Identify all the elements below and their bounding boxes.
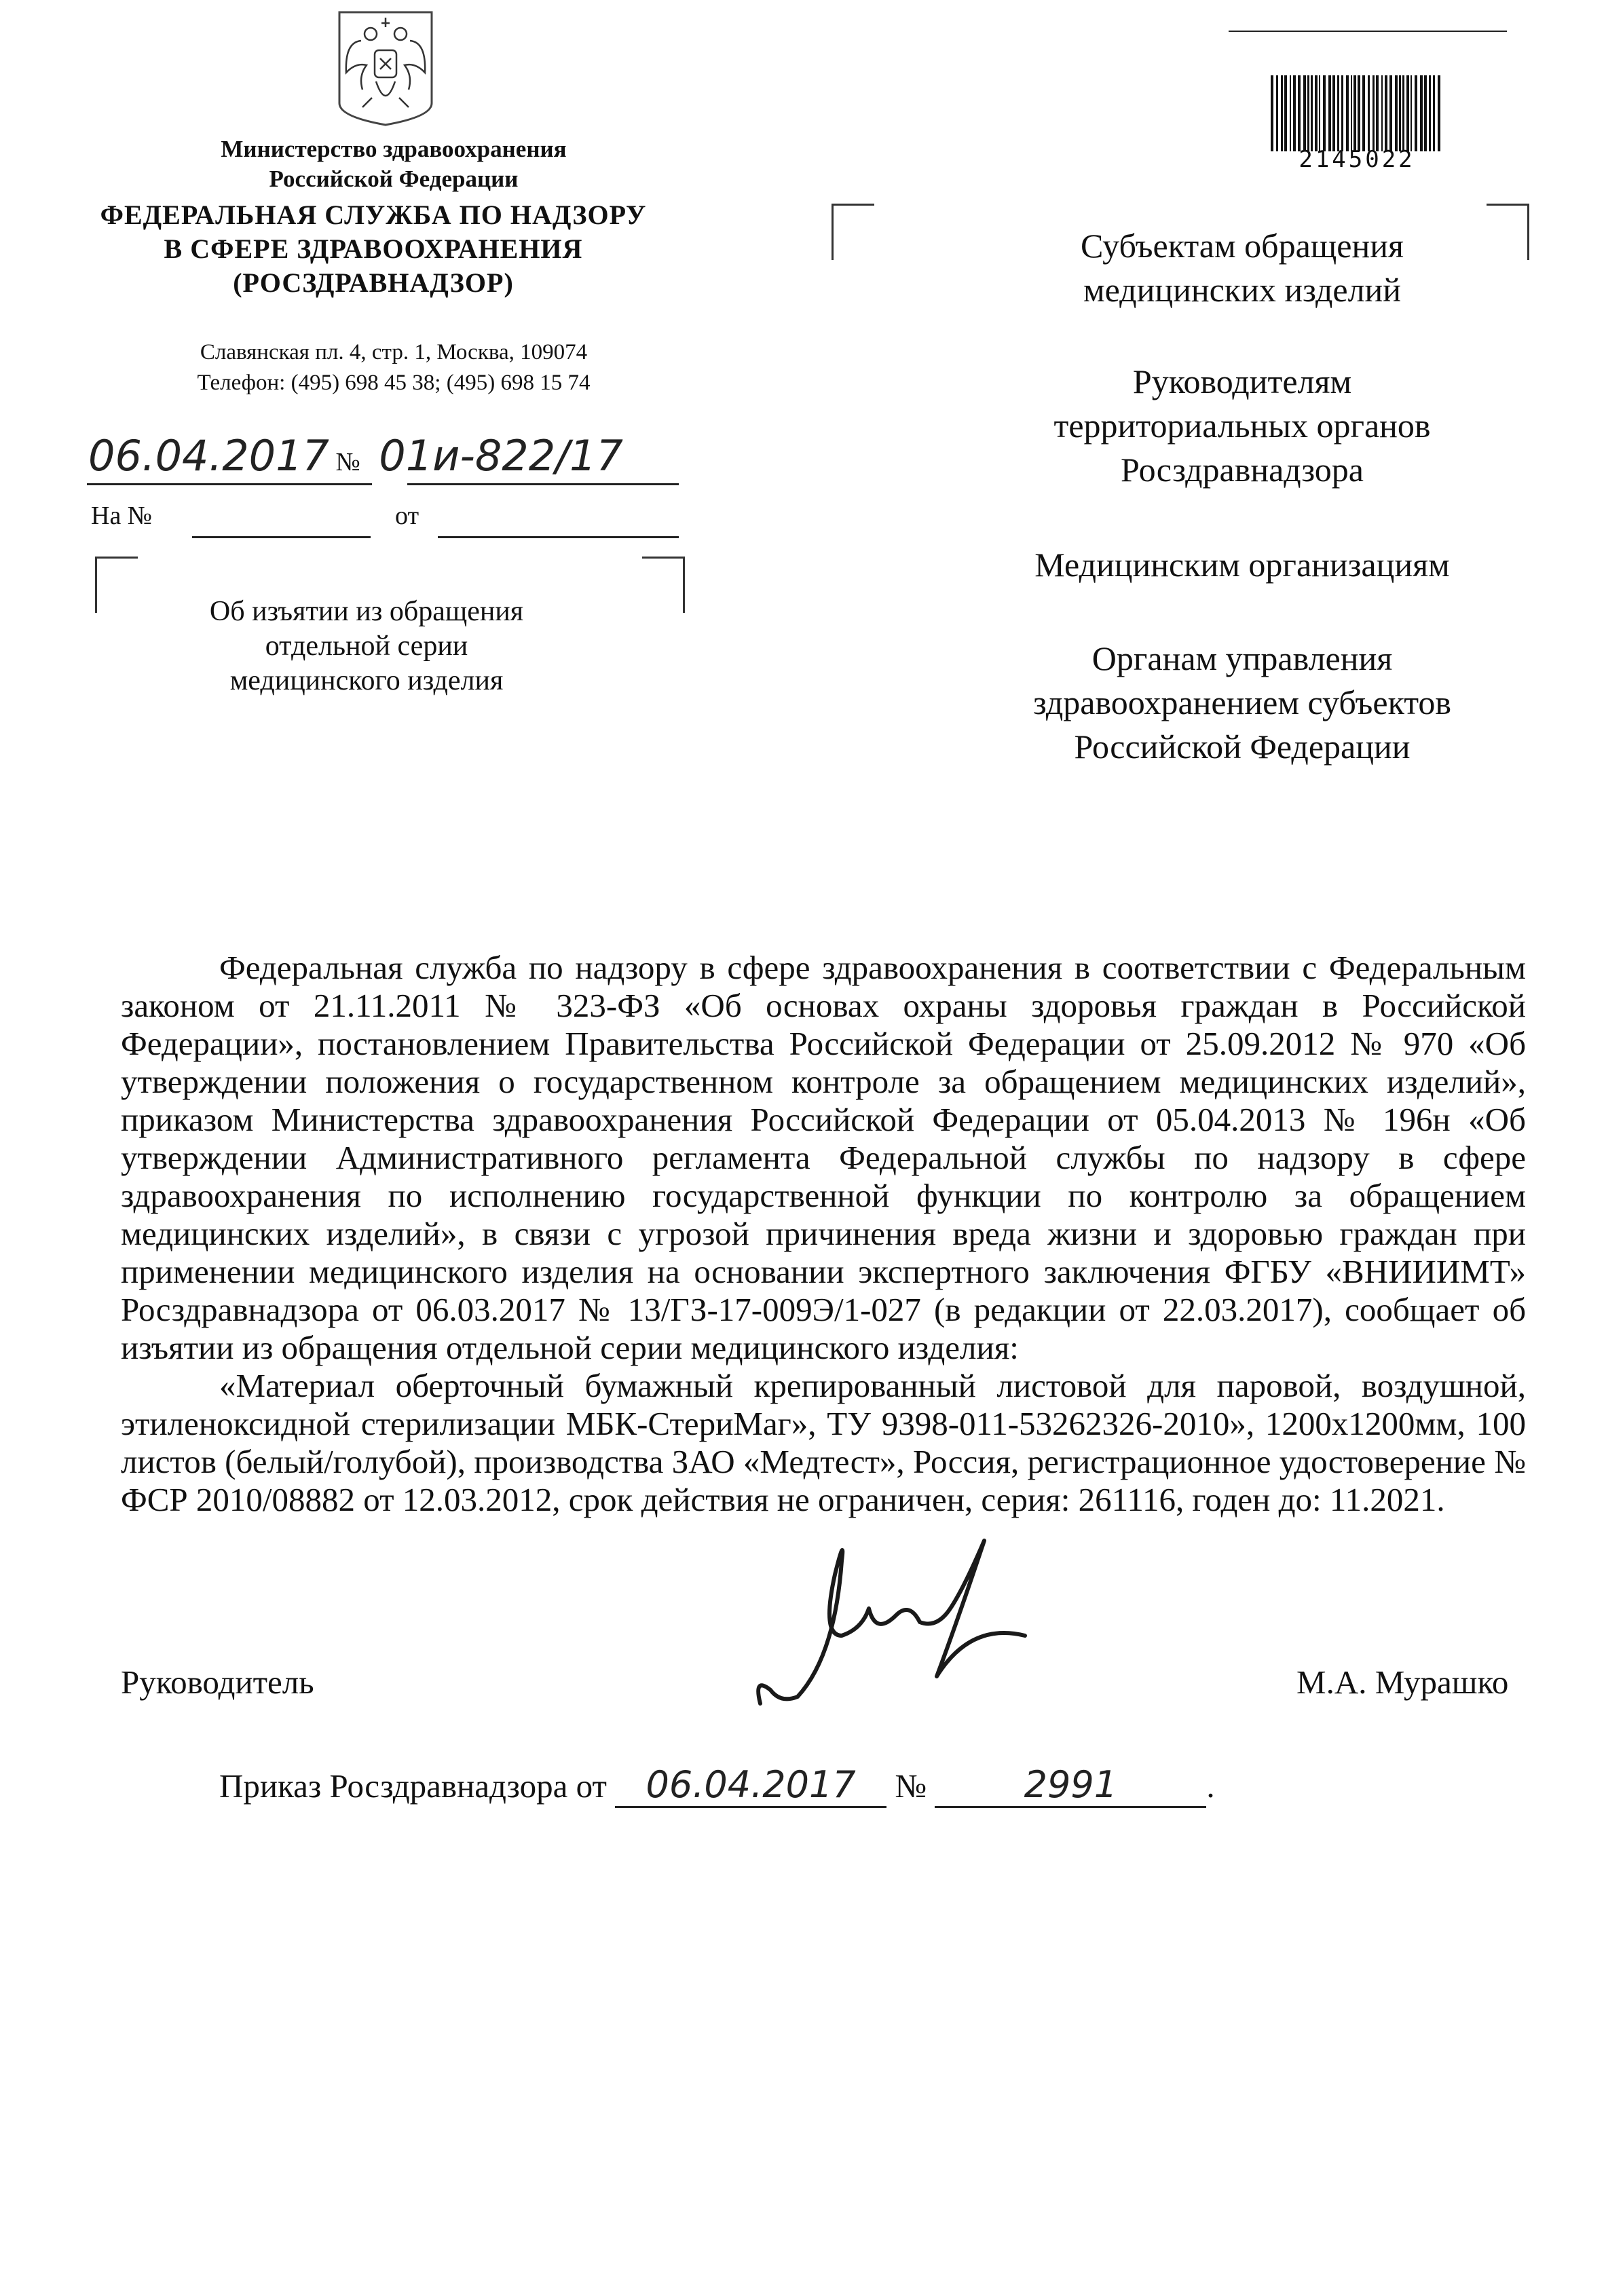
registration-number: 01и-822/17 (379, 431, 623, 481)
subject: Об изъятии из обращения отдельной серии медицинского изделия (209, 596, 524, 696)
reply-reference: На № (91, 502, 153, 530)
addressee-1: Субъектам обращения медицинских изделий (1081, 227, 1404, 309)
addressee-4: Органам управления здравоохранением субъектов Российской Федерации (1032, 639, 1452, 766)
barcode-bar (1381, 75, 1383, 151)
barcode-bar (1307, 75, 1309, 151)
ministry-name: Министерство здравоохранения Российской Федерации (221, 136, 567, 192)
registration-date: 06.04.2017 (88, 431, 329, 481)
barcode-bar (1298, 75, 1301, 151)
barcode-bar (1353, 75, 1356, 151)
barcode-bar (1290, 75, 1291, 151)
barcode-bar (1319, 75, 1320, 151)
addressee-bracket-left (832, 204, 874, 260)
number-sign: № (335, 448, 360, 476)
letter-body (121, 949, 1526, 1519)
top-rule (1229, 31, 1507, 32)
reply-number-line (192, 536, 371, 538)
barcode-bar (1293, 75, 1296, 151)
barcode-bar (1271, 75, 1273, 151)
order-number-sign: № (895, 1767, 927, 1805)
barcode-bar (1411, 75, 1412, 151)
barcode-bar (1385, 75, 1387, 151)
registration-date-underline (87, 483, 372, 485)
registration-number-underline (407, 483, 679, 485)
barcode-bar (1281, 75, 1283, 151)
reply-date-line (438, 536, 679, 538)
body-paragraph-1: Федеральная служба по надзору в сфере здравоохранения в соответствии с Федеральным законом от 21.11.2011 № 323-ФЗ «Об основах охраны здоровья граждан в Российской Федерации», постановлением Правительства Российской Федерации от 25.09.2012 № 970 «Об утверждении положения о государственном контроле за обращением медицинских изделий», приказом Министерства здравоохранения Российской Федерации от 05.04.2013 № 196н «Об утверждении Административного регламента Федеральной службы по надзору в сфере здравоохранения по исполнению государственной функции по контролю за обращением медицинских изделий», в связи с угрозой причинения вреда жизни и здоровью граждан при применении медицинского изделия на основании экспертного заключения ФГБУ «ВНИИИМТ» Росздравнадзора от 06.03.2017 № 13/ГЗ-17-009Э/1-027 (в редакции от 22.03.2017), сообщает об изъятии из обращения отдельной серии медицинского изделия: (121, 949, 1526, 1366)
barcode-bar (1284, 75, 1287, 151)
order-label: Приказ Росздравнадзора от (219, 1767, 607, 1805)
subject-bracket-right (642, 557, 685, 613)
barcode-bar (1358, 75, 1360, 151)
barcode-number: 2145022 (1299, 146, 1415, 173)
order-number: 2991 (935, 1763, 1206, 1808)
barcode-bar (1337, 75, 1339, 151)
barcode-bar (1424, 75, 1427, 151)
reply-from: от (395, 502, 419, 530)
body-paragraph-2: «Материал оберточный бумажный крепированный листовой для паровой, воздушной, этиленоксидной стерилизации МБК-СтериМаг», ТУ 9398-011-53262326-2010», 1200х1200мм, 100 листов (белый/голубой), производства ЗАО «Медтест», Россия, регистрационное удостоверение № ФСР 2010/08882 от 12.03.2012, срок действия не ограничен, серия: 261116, годен до: 11.2021. (121, 1367, 1526, 1518)
order-reference: Приказ Росздравнадзора от 06.04.2017 № 2991 . (219, 1763, 1215, 1808)
barcode-bar (1303, 75, 1306, 151)
barcode-bar (1311, 75, 1313, 151)
barcode-bar (1438, 75, 1440, 151)
barcode-bar (1341, 75, 1343, 151)
barcode-bar (1328, 75, 1331, 151)
sender-address: Славянская пл. 4, стр. 1, Москва, 109074 Телефон: (495) 698 45 38; (495) 698 15 74 (197, 340, 591, 395)
barcode-bar (1351, 75, 1352, 151)
state-emblem-icon (331, 8, 440, 127)
barcode-bar (1362, 75, 1365, 151)
addressee-2: Руководителям территориальных органов Росздравнадзора (1053, 362, 1431, 489)
barcode-bar (1395, 75, 1398, 151)
barcode-bar (1389, 75, 1392, 151)
order-date: 06.04.2017 (615, 1763, 886, 1808)
barcode-bar (1346, 75, 1349, 151)
barcode-bar (1276, 75, 1278, 151)
barcode-bar (1323, 75, 1326, 151)
barcode-bar (1376, 75, 1379, 151)
barcode-bar (1402, 75, 1404, 151)
barcode-bar (1315, 75, 1318, 151)
barcode-bar (1429, 75, 1431, 151)
barcode-bar (1420, 75, 1423, 151)
signatory-title: Руководитель (121, 1663, 314, 1701)
service-name: ФЕДЕРАЛЬНАЯ СЛУЖБА ПО НАДЗОРУ В СФЕРЕ ЗДРАВООХРАНЕНИЯ (РОСЗДРАВНАДЗОР) (100, 200, 647, 298)
barcode-bar (1332, 75, 1335, 151)
signatory-name: М.А. Мурашко (1296, 1663, 1509, 1701)
barcode-bar (1372, 75, 1375, 151)
barcode-bar (1433, 75, 1435, 151)
barcode-bar (1415, 75, 1417, 151)
barcode-bar (1368, 75, 1370, 151)
handwritten-signature (733, 1520, 1045, 1737)
barcode-bar (1406, 75, 1409, 151)
barcode-bar (1399, 75, 1401, 151)
registration-line (88, 431, 623, 481)
addressee-3: Медицинским организациям (1034, 546, 1450, 584)
